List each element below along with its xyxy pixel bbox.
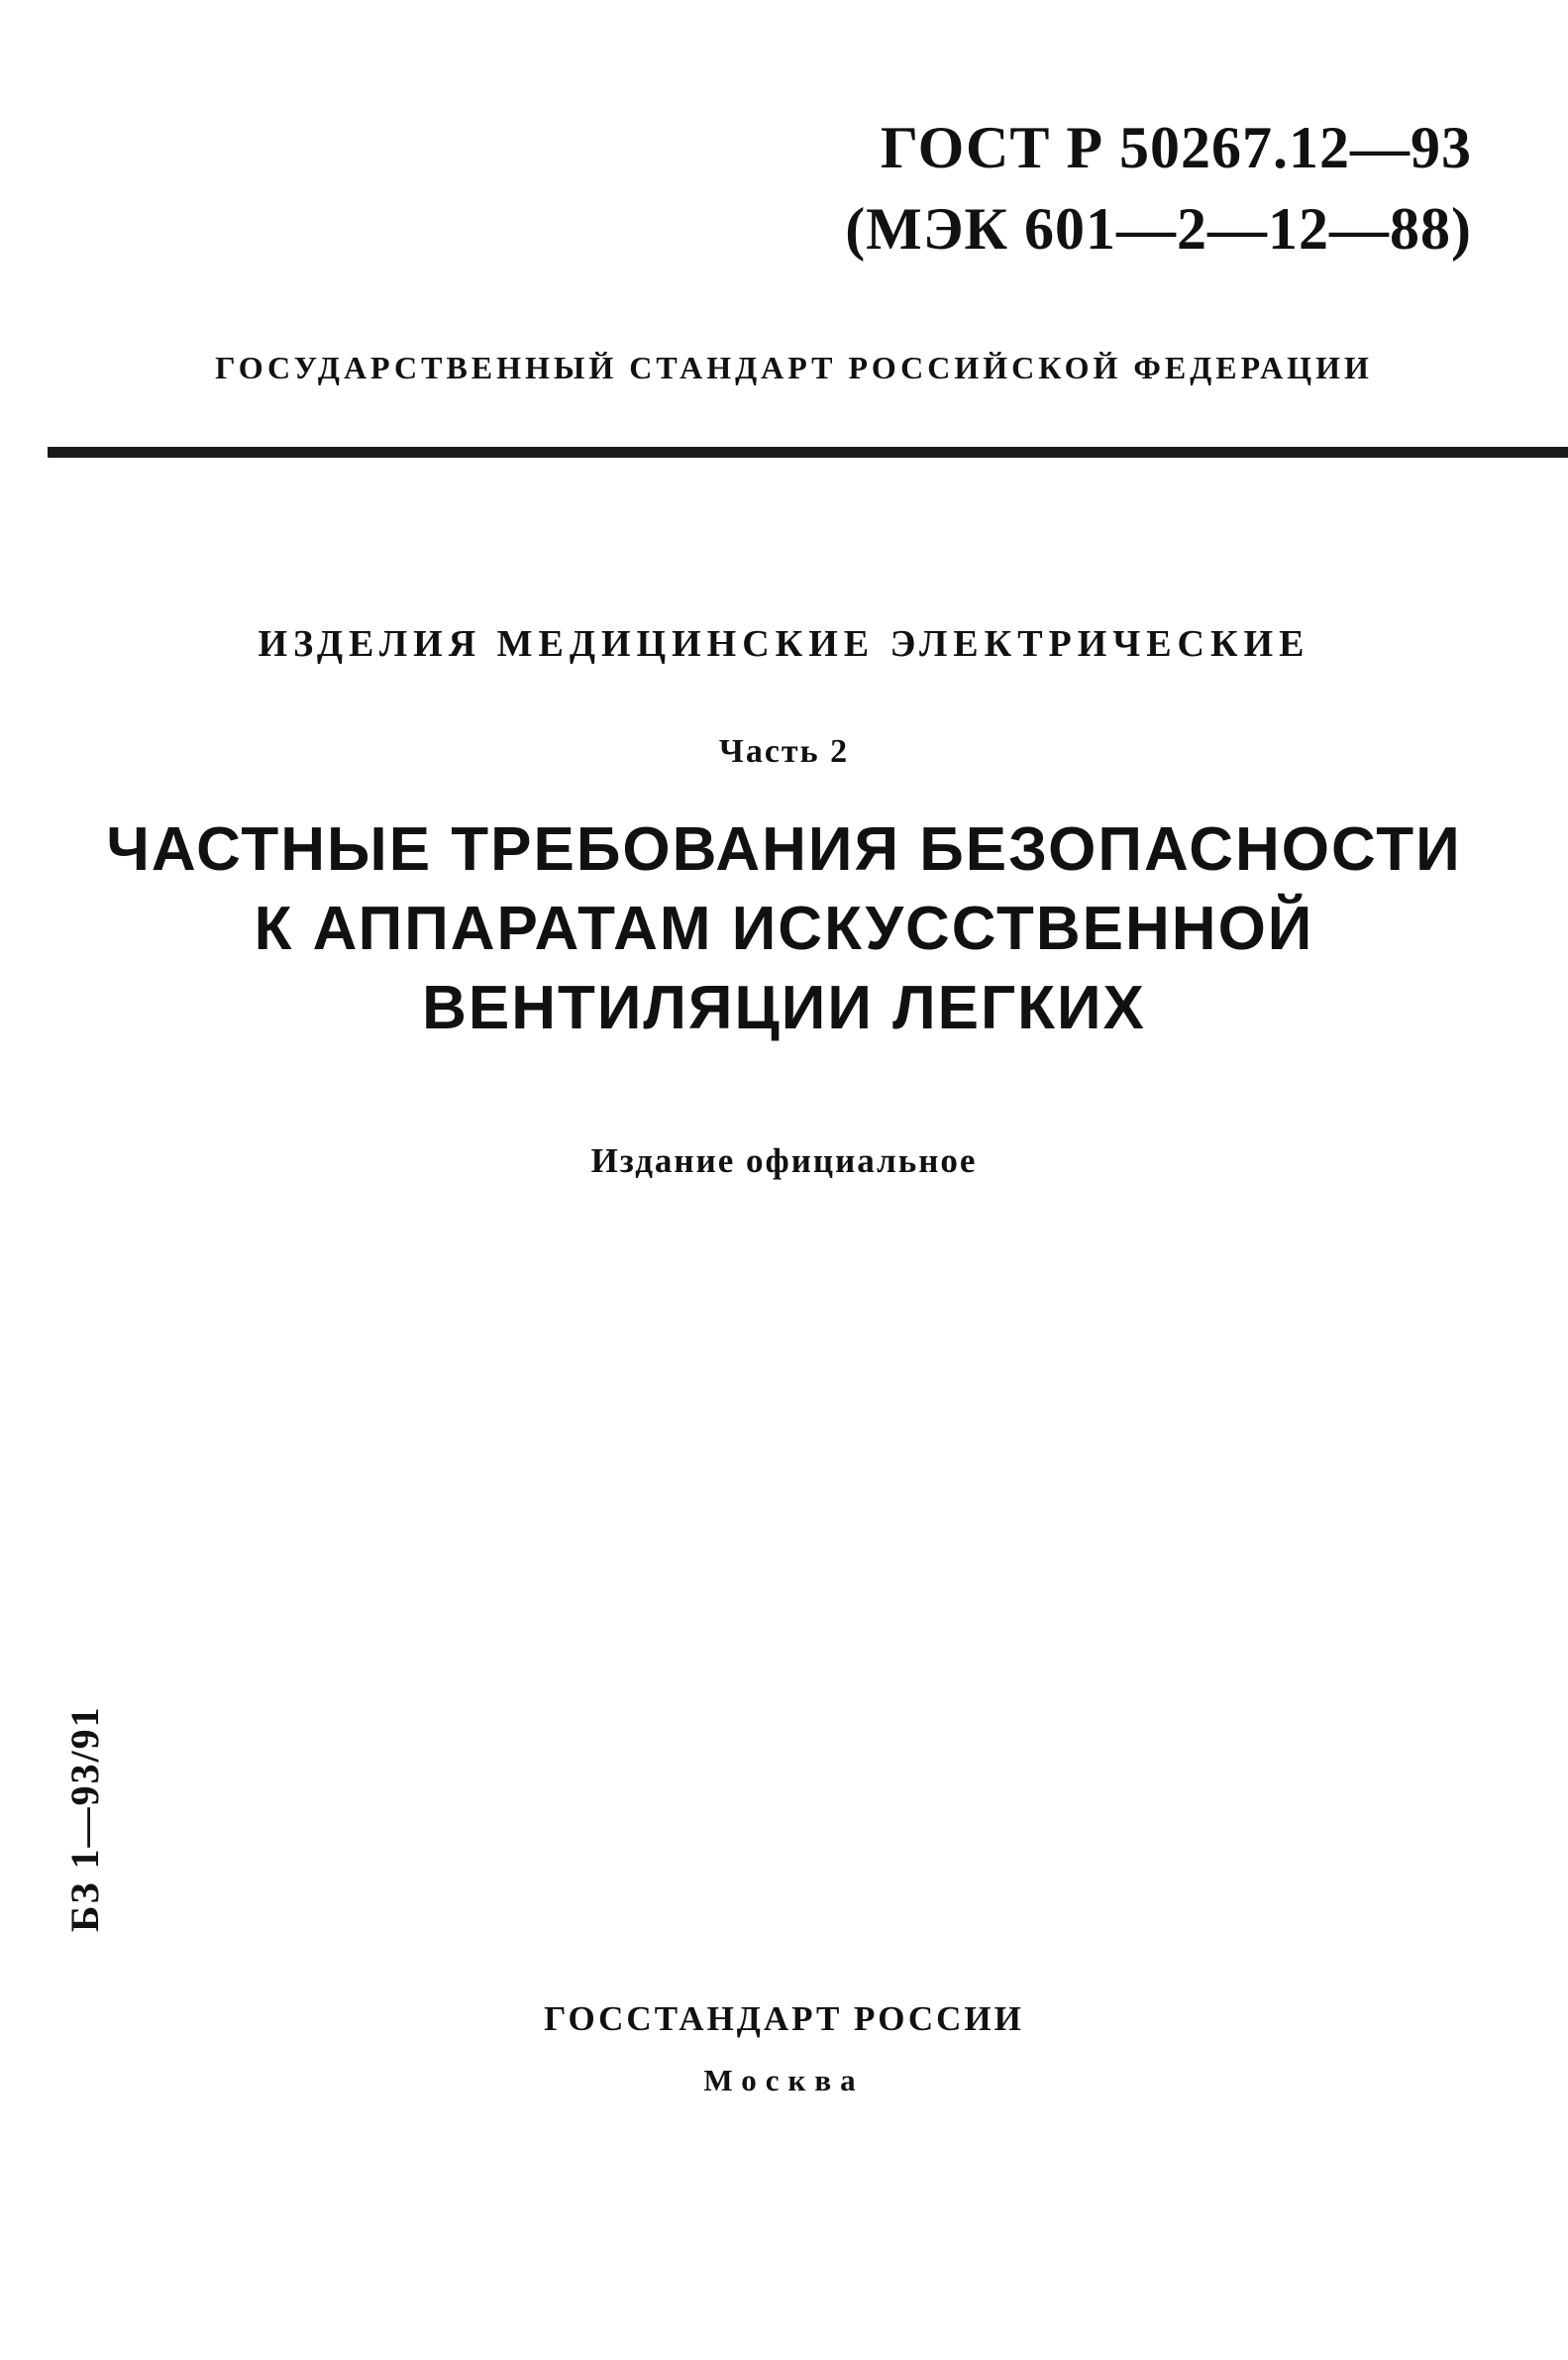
gost-code: ГОСТ Р 50267.12—93 (880, 115, 1472, 180)
document-title (0, 810, 1568, 1048)
title-line: ЧАСТНЫЕ ТРЕБОВАНИЯ БЕЗОПАСНОСТИ (106, 815, 1462, 884)
city: Москва (703, 2063, 865, 2097)
side-registration-code: БЗ 1—93/91 (62, 1705, 107, 1932)
part-label: Часть 2 (718, 733, 850, 770)
publisher: ГОССТАНДАРТ РОССИИ (544, 1999, 1024, 2038)
edition-label: Издание официальное (590, 1141, 978, 1180)
iec-code: (МЭК 601—2—12—88) (845, 196, 1472, 262)
title-line: ВЕНТИЛЯЦИИ ЛЕГКИХ (422, 974, 1146, 1042)
standard-code-block (845, 107, 1472, 269)
horizontal-rule (48, 447, 1568, 458)
title-line: К АППАРАТАМ ИСКУССТВЕННОЙ (254, 895, 1314, 963)
series-title: ИЗДЕЛИЯ МЕДИЦИНСКИЕ ЭЛЕКТРИЧЕСКИЕ (258, 623, 1310, 665)
state-standard-heading: ГОСУДАРСТВЕННЫЙ СТАНДАРТ РОССИЙСКОЙ ФЕДЕРАЦИИ (215, 350, 1373, 385)
